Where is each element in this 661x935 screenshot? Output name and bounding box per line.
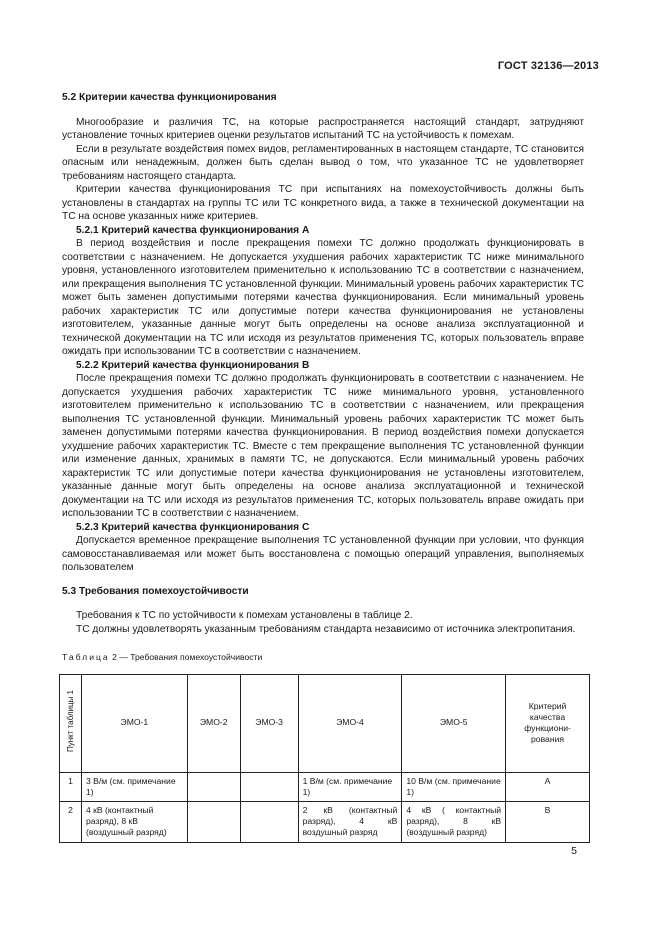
section-5-3-paragraph-2: ТС должны удовлетворять указанным требованиям стандарта независимо от источника электропитания. (76, 623, 576, 635)
section-5-2-paragraph-3: Критерии качества функционирования ТС при испытаниях на помехоустойчивость должны быть установлены в стандартах на группы ТС или ТС конкретного вида, а также в технической документации на ТС на основе указанных ниже критериев. (62, 184, 584, 222)
cell-item: 2 (60, 801, 82, 842)
section-5-3-title: 5.3 Требования помехоустойчивости (62, 585, 249, 597)
section-5-2-title: 5.2 Критерии качества функционирования (62, 92, 277, 103)
requirements-table (59, 674, 590, 843)
cell-criterion: А (506, 772, 590, 801)
section-5-3-paragraph-1: Требования к ТС по устойчивости к помехам установлены в таблице 2. (76, 610, 413, 621)
cell-emo-1: 3 В/м (см. примечание 1) (81, 772, 187, 801)
table-caption-word: Таблица (62, 652, 110, 662)
table-row (60, 772, 590, 801)
header-emo-4: ЭМО-4 (298, 674, 402, 772)
cell-emo-2 (187, 772, 240, 801)
document-code: ГОСТ 32136—2013 (497, 60, 599, 72)
section-5-2-paragraph-1: Многообразие и различия ТС, на которые распространяется настоящий стандарт, затрудняют установление точных критериев оценки результатов испытаний ТС на устойчивость к помехам. (62, 116, 584, 141)
header-emo-1: ЭМО-1 (81, 674, 187, 772)
cell-item: 1 (60, 772, 82, 801)
cell-emo-4: 2 кВ (контактный разряд), 4 кВ воздушный разряд (298, 801, 402, 842)
table-row (60, 801, 590, 842)
section-5-2-3-paragraph: Допускается временное прекращение выполнения ТС установленной функции при условии, что функция самовосстанавливаемая или может быть восстановлена с помощью операций управления, выполняемых пользователем (62, 535, 584, 573)
page-body (62, 91, 584, 843)
cell-emo-2 (187, 801, 240, 842)
cell-emo-5: 10 В/м (см. примечание 1) (402, 772, 506, 801)
section-5-2-paragraph-2: Если в результате воздействия помех видов, регламентированных в настоящем стандарте, ТС становится опасным или ненадежным, должен быть сделан вывод о том, что указанное ТС не удовлетворяет требованиям настоящего стандарта. (62, 143, 584, 182)
section-5-2-1-paragraph: В период воздействия и после прекращения помехи ТС должно продолжать функционировать в соответствии с назначением. Не допускается ухудшения рабочих характеристик ТС ниже минимального уровня, установленного изготовителем применительно к использованию ТС в соответствии с назначением, или прекращения выполнения ТС установленной функции. Минимальный уровень рабочих характеристик ТС может быть заменен допустимыми потерями качества функционирования. Если минимальный уровень рабочих характеристик ТС или допустимые потери качества функционирования не установлены изготовителем, указанные данные могут быть определены на основе анализа эксплуатационной и технической документации на ТС или исходя из результатов применения ТС, которых пользователь вправе ожидать при использовании ТС в соответствии с назначением. (62, 238, 584, 357)
cell-emo-3 (240, 801, 298, 842)
cell-emo-1: 4 кВ (контактный разряд), 8 кВ (воздушный разряд) (81, 801, 187, 842)
cell-criterion: В (506, 801, 590, 842)
table-caption (62, 651, 584, 665)
section-5-2-3-title: 5.2.3 Критерий качества функционирования С (76, 521, 310, 533)
section-5-2-1-title: 5.2.1 Критерий качества функционирования А (76, 224, 310, 236)
header-emo-5: ЭМО-5 (402, 674, 506, 772)
cell-emo-5: 4 кВ ( контактный разряд), 8 кВ (воздушный разряд) (402, 801, 506, 842)
table-caption-text: 2 — Требования помехоустойчивости (112, 652, 263, 662)
page-number: 5 (571, 845, 577, 857)
header-emo-2: ЭМО-2 (187, 674, 240, 772)
header-emo-3: ЭМО-3 (240, 674, 298, 772)
cell-emo-4: 1 В/м (см. примечание 1) (298, 772, 402, 801)
header-item: Пункт таблицы 1 (60, 674, 82, 772)
section-5-2-2-paragraph: После прекращения помехи ТС должно продолжать функционировать в соответствии с назначением. Не допускается ухудшения рабочих характеристик ТС ниже минимального уровня, установленного изготовителем применительно к использованию ТС в соответствии с назначением, или прекращения выполнения ТС установленной функции. Минимальный уровень рабочих характеристик ТС может быть заменен допустимыми потерями качества функционирования. В период воздействия помехи допускается ухудшение рабочих характеристик ТС. Вместе с тем прекращение выполнения ТС установленной функции или изменение данных, хранимых в памяти ТС, не допускаются. Если минимальный уровень рабочих характеристик ТС или допустимые потери качества функционирования не установлены изготовителем, указанные данные могут быть определены на основе анализа эксплуатационной и технической документации на ТС или исходя из результатов применения ТС, которых пользователь вправе ожидать при использовании ТС в соответствии с назначением. (62, 373, 584, 519)
header-criterion: Критерий качества функциони-рования (506, 674, 590, 772)
cell-emo-3 (240, 772, 298, 801)
table-header-row (60, 674, 590, 772)
section-5-2-2-title: 5.2.2 Критерий качества функционирования В (76, 359, 310, 371)
